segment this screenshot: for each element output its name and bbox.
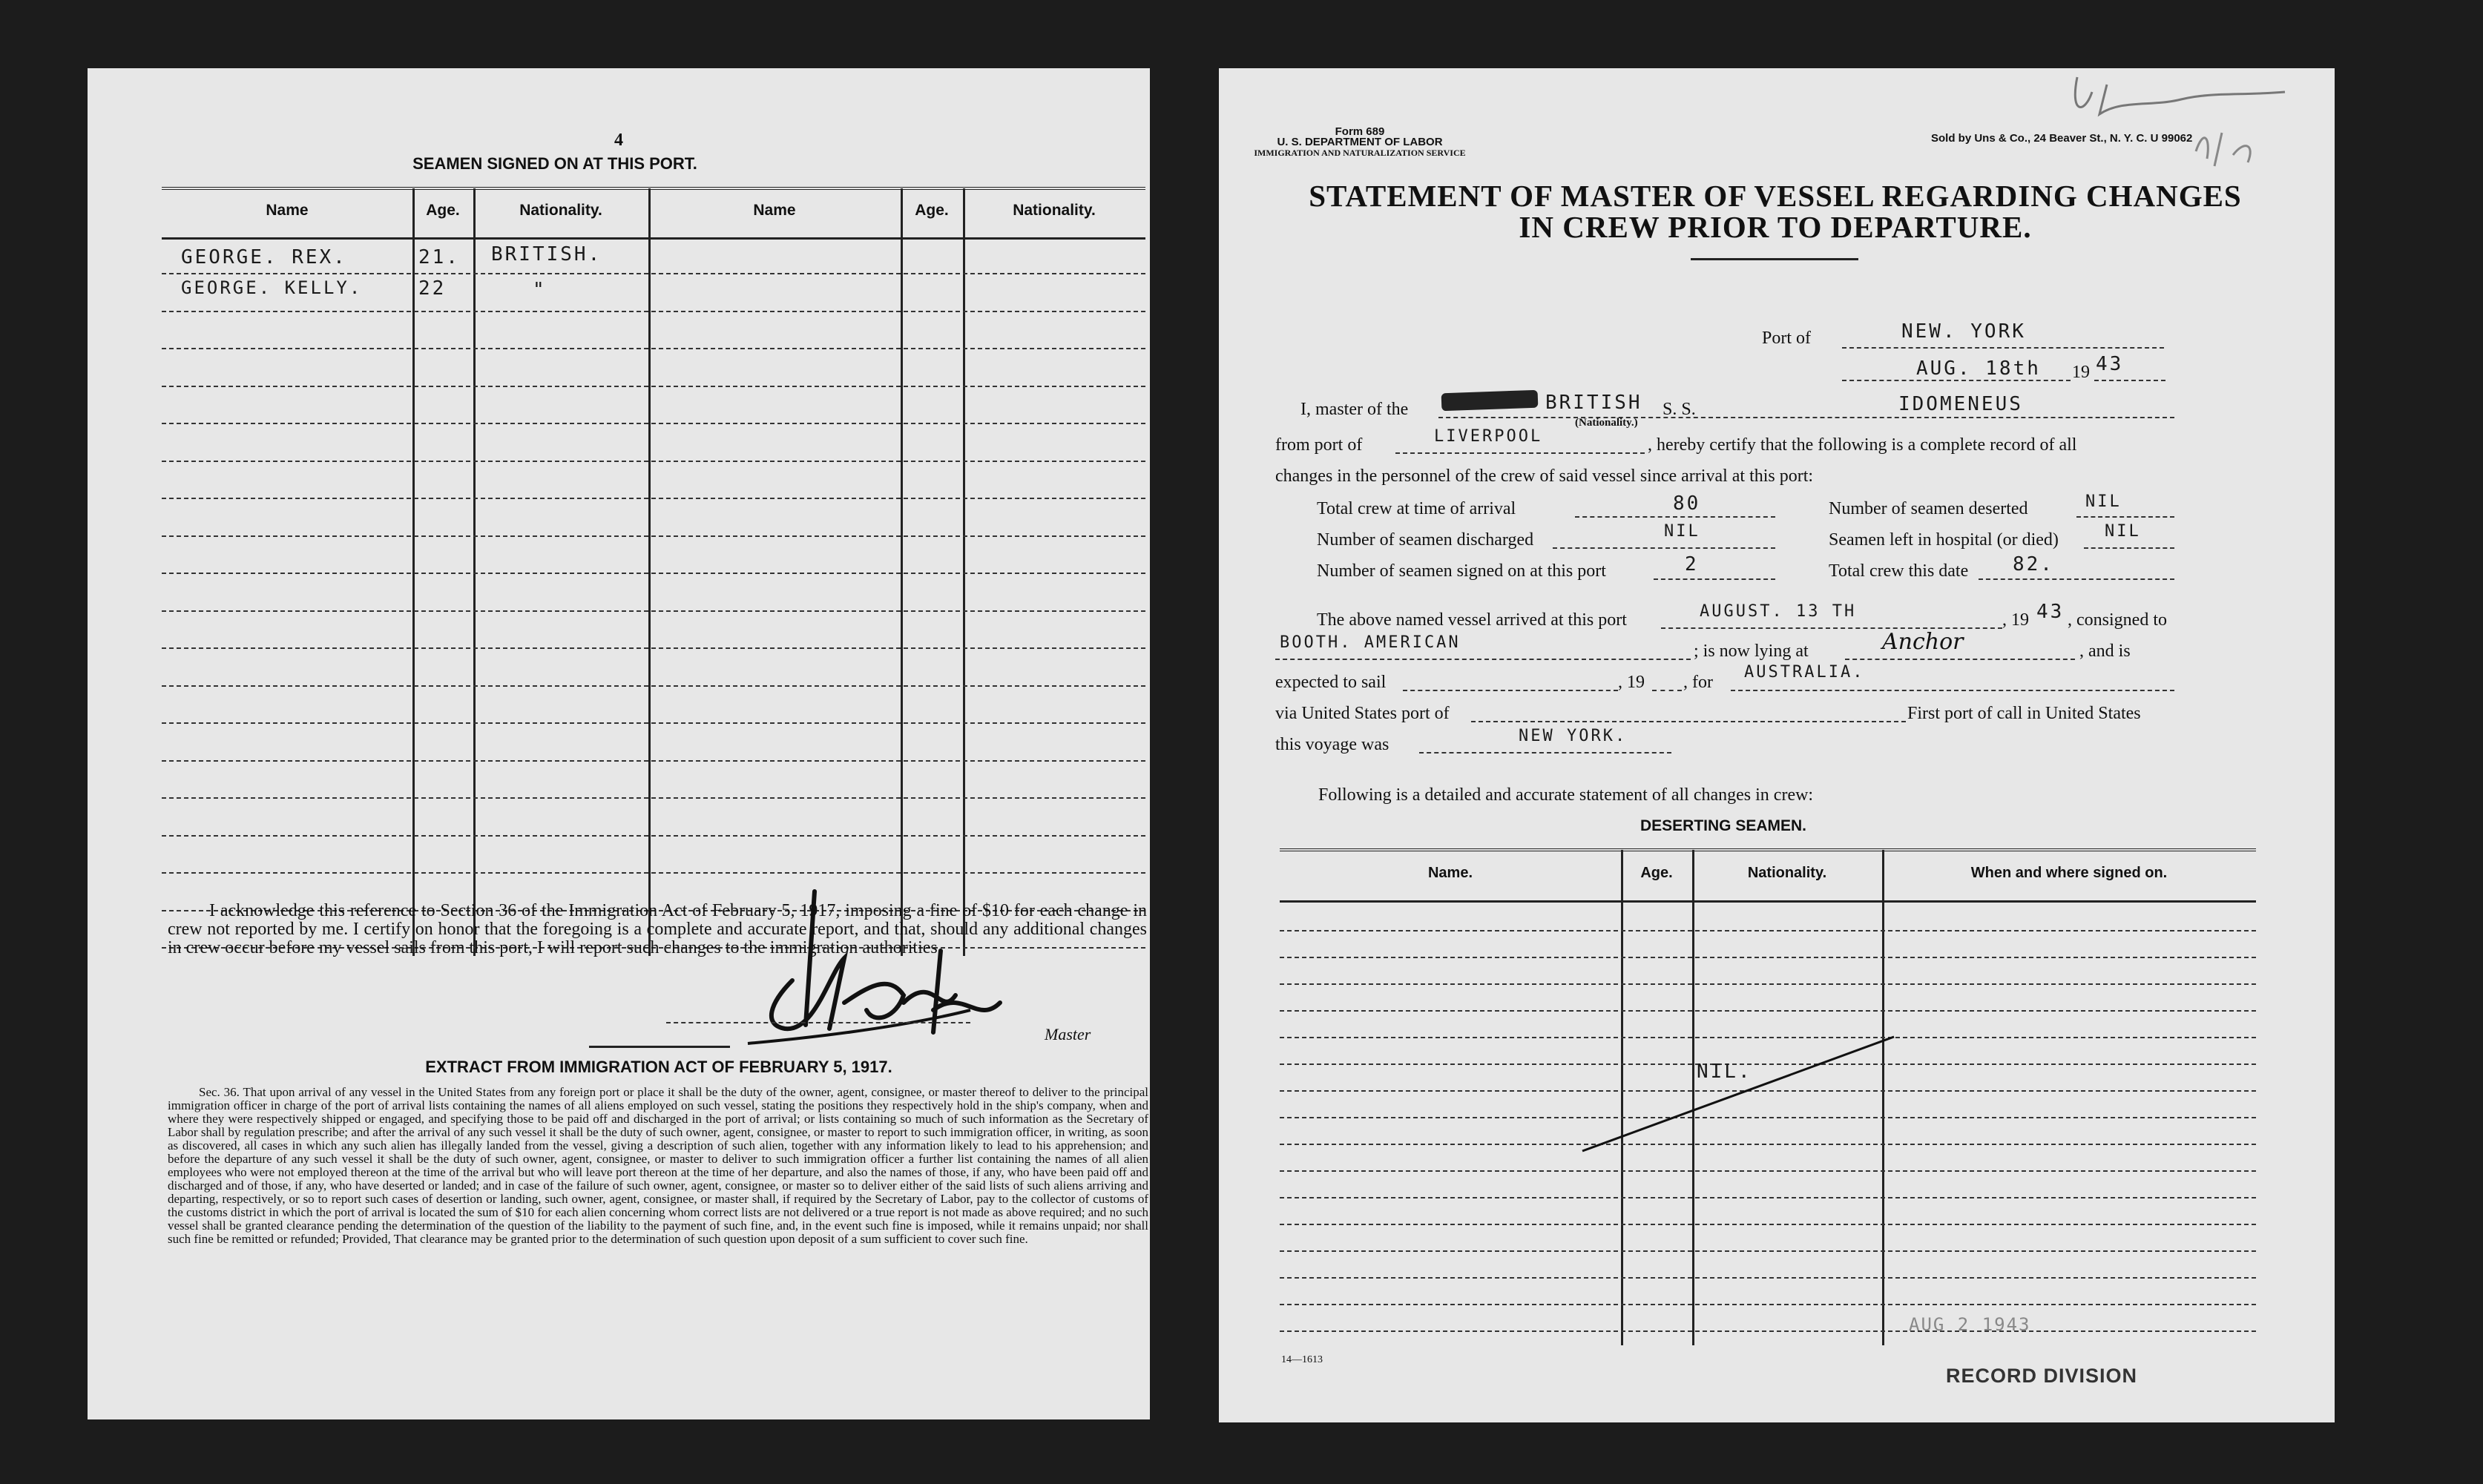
field-line xyxy=(1979,578,2174,580)
total-date-value: 82. xyxy=(2013,553,2054,576)
table-row-line xyxy=(162,311,1145,312)
footer-code: 14—1613 xyxy=(1281,1354,1323,1365)
extract-title: EXTRACT FROM IMMIGRATION ACT OF FEBRUARY 5, 1917. xyxy=(425,1058,892,1076)
arrived-label: The above named vessel arrived at this port xyxy=(1317,610,1627,630)
table-header-rule xyxy=(162,237,1145,240)
nil-strike-line xyxy=(1575,1032,1901,1158)
nationality-value: BRITISH xyxy=(1545,392,1642,414)
port-value: NEW. YORK xyxy=(1901,320,2026,343)
field-line xyxy=(1553,547,1775,549)
table-row-line xyxy=(162,535,1145,537)
arrived-value: AUGUST. 13 TH xyxy=(1700,602,1857,621)
field-line xyxy=(1652,690,1682,691)
first-port-label: First port of call in United States xyxy=(1907,704,2141,723)
field-line xyxy=(2076,516,2174,518)
date-line xyxy=(1842,380,2071,381)
field-line xyxy=(1575,516,1775,518)
right-page xyxy=(1219,68,2335,1422)
table-row-line xyxy=(162,573,1145,574)
year-value: 43 xyxy=(2096,353,2124,375)
from-port-line xyxy=(1395,452,1645,454)
and-is-label: , and is xyxy=(2079,642,2131,661)
table-row-line xyxy=(162,722,1145,724)
table-row-line xyxy=(162,348,1145,349)
field-line xyxy=(1654,578,1775,580)
col-header-age: Age. xyxy=(915,202,949,219)
signed-on-label: Number of seamen signed on at this port xyxy=(1317,561,1606,581)
table-row-line xyxy=(162,498,1145,499)
hospital-label: Seamen left in hospital (or died) xyxy=(1829,530,2059,550)
signed-on-value: 2 xyxy=(1685,553,1699,576)
table-row-line xyxy=(1280,1304,2256,1305)
nil-entry: NIL. xyxy=(1697,1061,1752,1083)
field-line xyxy=(1731,690,2174,691)
lying-label: ; is now lying at xyxy=(1694,642,1809,661)
table-row-line xyxy=(162,610,1145,612)
table-row-line xyxy=(162,386,1145,387)
col-header-name: Name. xyxy=(1427,865,1473,881)
seller-note: Sold by Uns & Co., 24 Beaver St., N. Y. C. U 99062 xyxy=(1931,132,2193,145)
table-row-line xyxy=(1280,1010,2256,1012)
handwritten-initials xyxy=(2062,70,2315,181)
field-line xyxy=(1275,659,1691,660)
master-of-label: I, master of the xyxy=(1300,400,1409,419)
table-row-line xyxy=(162,835,1145,837)
total-arrival-label: Total crew at time of arrival xyxy=(1317,499,1516,518)
section-36-text: Sec. 36. That upon arrival of any vessel in the United States from any foreign port or place it shall be the duty of the owner, agent, consignee, or master thereof to deliver to the principal immigration officer in charge of the port of arrival lists containing the names of all aliens employed on such vessel, stating the positions they respectively hold in the ship's company, when and where they were respectively shipped or engaged, and specifying those to be paid off and discharged in the port of arrival; or lists containing so much of such information as the Secretary of Labor shall by regulation prescribe; and after the arrival of any such vessel it shall be the duty of such owner, agent, consignee, or master to report to such immigration officer, in writing, as soon as discovered, all cases in which any such alien has illegally landed from the vessel, giving a description of such alien, together with any information likely to lead to his apprehension; and before the departure of any such vessel it shall be the duty of such owner, agent, consignee, or master to deliver to such immigration officer a further list containing the names of all alien employees who were not employed thereon at the time of the arrival but who will leave port thereon at the time of her departure, and also the names of those, if any, who have been paid off and discharged and of those, if any, who have deserted or landed; and in case of the failure of such owner, agent, consignee, or master so to deliver either of the said lists of such aliens arriving and departing, respectively, or so to report such cases of desertion or landing, such owner, agent, consignee, or master shall, if required by the Secretary of Labor, pay to the collector of customs of the customs district in which the port of arrival is located the sum of $10 for each alien concerning whom correct lists are not delivered or a true report is not made as above required; and no such vessel shall be granted clearance pending the determination of the question of the liability to the payment of such fine, and, in the event such fine is imposed, while it remains unpaid; nor shall such fine be remitted or refunded; Provided, That clearance may be granted prior to the determination of such question upon deposit of a sum sufficient to cover such fine. xyxy=(168,1085,1148,1246)
year-prefix: 19 xyxy=(2072,363,2090,382)
table-row-line xyxy=(162,647,1145,649)
col-header-nationality: Nationality. xyxy=(519,202,602,219)
col-header-when-where: When and where signed on. xyxy=(1970,865,2168,881)
row-nationality: BRITISH. xyxy=(491,243,602,266)
row-age: 22 xyxy=(418,277,447,300)
col-header-nationality: Nationality. xyxy=(1013,202,1096,219)
deserting-heading: DESERTING SEAMEN. xyxy=(1640,817,1807,834)
strikeout-mark xyxy=(1441,390,1539,412)
field-line xyxy=(1419,752,1671,753)
col-header-name: Name xyxy=(266,202,309,219)
table-top-rule xyxy=(1280,848,2256,851)
field-line xyxy=(2084,547,2174,549)
vessel-name: IDOMENEUS xyxy=(1898,393,2023,415)
table-row-line xyxy=(1280,1277,2256,1279)
consigned-label: , consigned to xyxy=(2068,610,2167,630)
from-port-value: LIVERPOOL xyxy=(1434,427,1543,446)
table-row-line xyxy=(1280,1330,2256,1332)
vessel-line xyxy=(1708,417,2174,418)
discharged-value: NIL xyxy=(1664,522,1700,541)
table-row-line xyxy=(162,685,1145,687)
row-age: 21. xyxy=(418,246,460,268)
received-stamp-date: AUG 2 1943 xyxy=(1909,1314,2031,1335)
ss-label: S. S. xyxy=(1663,400,1696,419)
field-line xyxy=(1403,690,1618,691)
table-row-line xyxy=(162,760,1145,762)
port-line xyxy=(1842,347,2164,349)
table-header-rule xyxy=(1280,900,2256,903)
form-number: Form 689 xyxy=(1335,125,1385,138)
table-row-line xyxy=(162,461,1145,462)
total-date-label: Total crew this date xyxy=(1829,561,1969,581)
page-number: 4 xyxy=(614,131,623,150)
col-header-age: Age. xyxy=(426,202,460,219)
table-row-line xyxy=(1280,983,2256,985)
voyage-label: this voyage was xyxy=(1275,735,1390,754)
certify-text: , hereby certify that the following is a complete record of all xyxy=(1648,435,2077,455)
table-row-line xyxy=(1280,930,2256,931)
nationality-caption: (Nationality.) xyxy=(1575,417,1638,429)
table-row-line xyxy=(1280,1197,2256,1198)
table-row-line xyxy=(1280,1224,2256,1225)
form-title-line2: IN CREW PRIOR TO DEPARTURE. xyxy=(1519,210,2032,244)
deserted-label: Number of seamen deserted xyxy=(1829,499,2028,518)
record-division-stamp: RECORD DIVISION xyxy=(1946,1365,2138,1387)
from-port-label: from port of xyxy=(1275,435,1363,455)
row-name: GEORGE. KELLY. xyxy=(181,277,363,298)
left-page xyxy=(88,68,1150,1419)
field-line xyxy=(1471,721,1906,722)
row-nationality: " xyxy=(533,279,547,301)
sail-year-prefix: , 19 xyxy=(1618,673,1645,692)
field-line xyxy=(1845,659,2075,660)
table-row-line xyxy=(1280,1250,2256,1252)
port-label: Port of xyxy=(1762,329,1811,348)
lying-value: Anchor xyxy=(1882,629,1964,655)
department: U. S. DEPARTMENT OF LABOR xyxy=(1277,136,1443,148)
table-row-line xyxy=(162,872,1145,874)
via-label: via United States port of xyxy=(1275,704,1450,723)
following-text: Following is a detailed and accurate statement of all changes in crew: xyxy=(1318,785,1814,805)
col-header-name: Name xyxy=(753,202,796,219)
table-row-line xyxy=(162,273,1145,274)
voyage-value: NEW YORK. xyxy=(1519,727,1628,745)
hospital-value: NIL xyxy=(2105,522,2141,541)
table-top-rule xyxy=(162,187,1145,190)
col-header-age: Age. xyxy=(1640,865,1673,881)
master-signature xyxy=(718,884,1052,1055)
table-row-line xyxy=(1280,1170,2256,1172)
service: IMMIGRATION AND NATURALIZATION SERVICE xyxy=(1254,148,1466,158)
for-label: , for xyxy=(1683,673,1713,692)
rule xyxy=(589,1046,730,1048)
arrived-year-prefix: , 19 xyxy=(2002,610,2029,630)
master-label: Master xyxy=(1045,1025,1091,1043)
discharged-label: Number of seamen discharged xyxy=(1317,530,1534,550)
col-header-nationality: Nationality. xyxy=(1747,865,1827,881)
table-row-line xyxy=(162,423,1145,424)
year-line xyxy=(2094,380,2165,381)
total-arrival-value: 80 xyxy=(1673,492,1701,515)
for-value: AUSTRALIA. xyxy=(1744,663,1865,682)
acknowledgement-text: I acknowledge this reference to Section 36 of the Immigration Act of February 5, 1917, imposing a fine of $10 for each change in crew not reported by me. I certify on honor that the foregoing is a complete and accurate report, and that, should any additional changes in crew occur before my vessel sails from this port, I will report such changes to the immigration authorities. xyxy=(168,901,1147,957)
arrived-year: 43 xyxy=(2036,601,2065,623)
form-title: STATEMENT OF MASTER OF VESSEL REGARDING CHANGES xyxy=(1309,179,2242,213)
changes-text: changes in the personnel of the crew of said vessel since arrival at this port: xyxy=(1275,466,1814,486)
expected-label: expected to sail xyxy=(1275,673,1387,692)
master-signature-line xyxy=(666,1022,970,1023)
date-value: AUG. 18th xyxy=(1916,357,2041,380)
deserted-value: NIL xyxy=(2085,492,2122,511)
table-row-line xyxy=(162,797,1145,799)
section-heading: SEAMEN SIGNED ON AT THIS PORT. xyxy=(412,154,697,173)
consignee-value: BOOTH. AMERICAN xyxy=(1280,633,1461,652)
rule xyxy=(1691,258,1858,260)
table-row-line xyxy=(1280,957,2256,958)
row-name: GEORGE. REX. xyxy=(181,246,347,268)
